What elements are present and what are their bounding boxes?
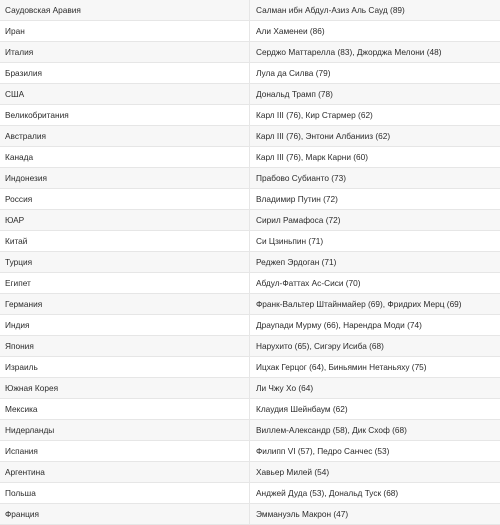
leader-cell: Франк-Вальтер Штайнмайер (69), Фридрих Мерц (69) [256, 299, 462, 309]
country-cell: Аргентина [0, 462, 250, 482]
table-row [0, 420, 500, 441]
table-row [0, 294, 500, 315]
table-row [0, 42, 500, 63]
table-row [0, 462, 500, 483]
country-cell: США [0, 84, 250, 104]
country-cell: Австралия [0, 126, 250, 146]
table-row [0, 105, 500, 126]
country-cell: Израиль [0, 357, 250, 377]
country-cell: Польша [0, 483, 250, 503]
table-row [0, 252, 500, 273]
country-cell: Япония [0, 336, 250, 356]
country-cell: Египет [0, 273, 250, 293]
country-cell: Испания [0, 441, 250, 461]
leader-cell: Анджей Дуда (53), Дональд Туск (68) [256, 488, 399, 498]
leader-cell: Серджо Маттарелла (83), Джорджа Мелони (48) [256, 47, 442, 57]
table-row [0, 357, 500, 378]
table-row [0, 210, 500, 231]
table-row [0, 399, 500, 420]
table-row [0, 336, 500, 357]
table-row [0, 0, 500, 21]
country-cell: ЮАР [0, 210, 250, 230]
leader-cell: Си Цзиньпин (71) [256, 236, 324, 246]
country-cell: Нидерланды [0, 420, 250, 440]
country-cell: Китай [0, 231, 250, 251]
country-cell: Италия [0, 42, 250, 62]
table-row [0, 84, 500, 105]
country-cell: Бразилия [0, 63, 250, 83]
leader-cell: Дональд Трамп (78) [256, 89, 333, 99]
leader-cell: Клаудия Шейнбаум (62) [256, 404, 348, 414]
country-cell: Канада [0, 147, 250, 167]
country-cell: Франция [0, 504, 250, 524]
leader-cell: Реджеп Эрдоган (71) [256, 257, 337, 267]
table-row [0, 189, 500, 210]
leader-cell: Драупади Мурму (66), Нарендра Моди (74) [256, 320, 422, 330]
country-cell: Германия [0, 294, 250, 314]
country-cell: Турция [0, 252, 250, 272]
country-cell: Южная Корея [0, 378, 250, 398]
leader-cell: Али Хаменеи (86) [256, 26, 325, 36]
table-row [0, 315, 500, 336]
table-row [0, 504, 500, 525]
leader-cell: Прабово Субианто (73) [256, 173, 346, 183]
leader-cell: Владимир Путин (72) [256, 194, 338, 204]
table-row [0, 147, 500, 168]
table-row [0, 378, 500, 399]
country-cell: Мексика [0, 399, 250, 419]
leader-cell: Ли Чжу Хо (64) [256, 383, 314, 393]
country-cell: Россия [0, 189, 250, 209]
leader-cell: Сирил Рамафоса (72) [256, 215, 341, 225]
table-row [0, 63, 500, 84]
table-row [0, 273, 500, 294]
country-cell: Великобритания [0, 105, 250, 125]
table-row [0, 231, 500, 252]
leader-cell: Филипп VI (57), Педро Санчес (53) [256, 446, 390, 456]
table-row [0, 483, 500, 504]
table-row [0, 21, 500, 42]
leader-cell: Карл III (76), Кир Стармер (62) [256, 110, 373, 120]
country-cell: Иран [0, 21, 250, 41]
country-cell: Индонезия [0, 168, 250, 188]
leader-cell: Хавьер Милей (54) [256, 467, 330, 477]
leader-cell: Карл III (76), Марк Карни (60) [256, 152, 369, 162]
leader-cell: Нарухито (65), Сигэру Исиба (68) [256, 341, 384, 351]
leader-cell: Карл III (76), Энтони Албанииз (62) [256, 131, 391, 141]
leader-cell: Виллем-Александр (58), Дик Схоф (68) [256, 425, 407, 435]
leader-cell: Абдул-Фаттах Ас-Сиси (70) [256, 278, 361, 288]
leader-cell: Салман ибн Абдул-Азиз Аль Сауд (89) [256, 5, 405, 15]
leader-cell: Ицхак Герцог (64), Биньямин Нетаньяху (75) [256, 362, 427, 372]
leader-cell: Лула да Силва (79) [256, 68, 331, 78]
table-row [0, 441, 500, 462]
leader-cell: Эммануэль Макрон (47) [256, 509, 349, 519]
table-row [0, 168, 500, 189]
country-cell: Индия [0, 315, 250, 335]
table-row [0, 126, 500, 147]
country-cell: Саудовская Аравия [0, 0, 250, 20]
